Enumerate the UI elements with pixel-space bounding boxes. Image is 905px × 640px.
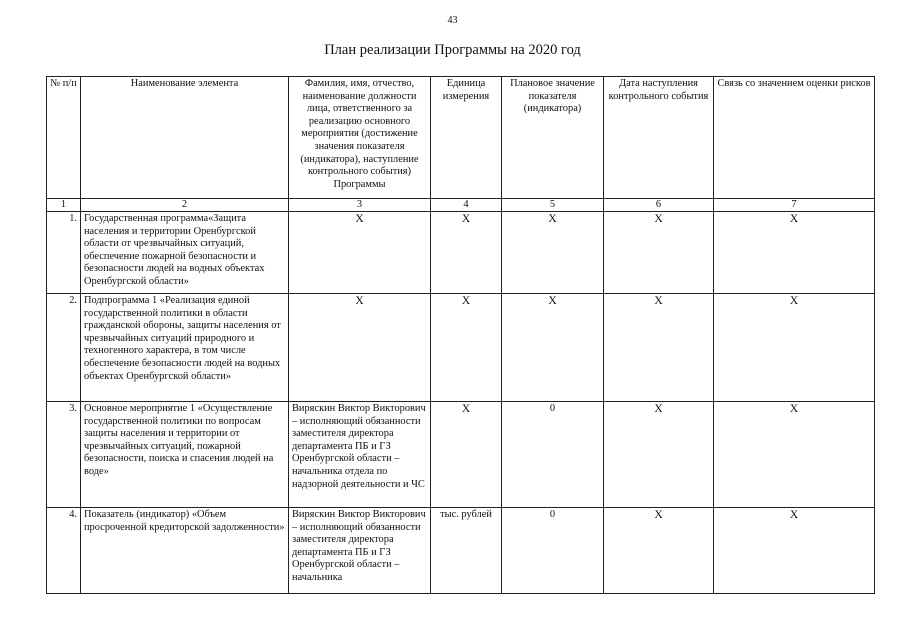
element-name: Государственная программа«Защита населения и территории Оренбургской области от чрезвычайных ситуаций, обеспечение пожарной безопасности и безопасности людей на водных объектах Оренбургской области» — [81, 212, 289, 294]
element-name: Показатель (индикатор) «Объем просроченной кредиторской задолженности» — [81, 508, 289, 594]
table-row — [47, 294, 875, 402]
column-number: 7 — [714, 199, 875, 212]
responsible-cell: Виряскин Виктор Викторович – исполняющий обязанности заместителя директора департамента ПБ и ГЗ Оренбургской области – начальника — [289, 508, 431, 594]
unit-cell: тыс. рублей — [431, 508, 502, 594]
plan-value-cell: 0 — [502, 508, 604, 594]
header-row — [47, 77, 875, 199]
page-number: 43 — [447, 15, 458, 26]
header-cell: Единица измерения — [431, 77, 502, 199]
risk-link-cell: Х — [714, 508, 875, 594]
plan-table — [46, 76, 875, 594]
header-cell: Плановое значение показателя (индикатора) — [502, 77, 604, 199]
header-cell: № п/п — [47, 77, 81, 199]
element-name: Основное мероприятие 1 «Осуществление государственной политики по вопросам защиты населения и территории от чрезвычайных ситуаций, пожарной безопасности, поиска и спасения людей на воде» — [81, 402, 289, 508]
risk-link-cell: Х — [714, 402, 875, 508]
column-number: 2 — [81, 199, 289, 212]
row-number: 4. — [47, 508, 81, 594]
risk-link-cell: Х — [714, 294, 875, 402]
event-date-cell: Х — [604, 402, 714, 508]
responsible-cell: Х — [289, 212, 431, 294]
row-number: 3. — [47, 402, 81, 508]
column-number: 6 — [604, 199, 714, 212]
element-name: Подпрограмма 1 «Реализация единой государственной политики в области гражданской обороны, защиты населения от чрезвычайных ситуаций природного и техногенного характера, в том числе обеспечение безопасности людей на водных объектах Оренбургской области» — [81, 294, 289, 402]
table-row — [47, 212, 875, 294]
responsible-cell: Виряскин Виктор Викторович – исполняющий обязанности заместителя директора департамента ПБ и ГЗ Оренбургской области – начальника отдела по надзорной деятельности и ЧС — [289, 402, 431, 508]
header-cell: Связь со значением оценки рисков — [714, 77, 875, 199]
row-number: 2. — [47, 294, 81, 402]
event-date-cell: Х — [604, 212, 714, 294]
event-date-cell: Х — [604, 294, 714, 402]
unit-cell: Х — [431, 402, 502, 508]
risk-link-cell: Х — [714, 212, 875, 294]
column-number: 3 — [289, 199, 431, 212]
row-number: 1. — [47, 212, 81, 294]
responsible-cell: Х — [289, 294, 431, 402]
plan-value-cell: 0 — [502, 402, 604, 508]
column-number-row — [47, 199, 875, 212]
table-row — [47, 402, 875, 508]
column-number: 1 — [47, 199, 81, 212]
plan-value-cell: Х — [502, 294, 604, 402]
table-row — [47, 508, 875, 594]
plan-value-cell: Х — [502, 212, 604, 294]
page-title: План реализации Программы на 2020 год — [324, 42, 581, 58]
header-cell: Наименование элемента — [81, 77, 289, 199]
header-cell: Дата наступления контрольного события — [604, 77, 714, 199]
unit-cell: Х — [431, 294, 502, 402]
event-date-cell: Х — [604, 508, 714, 594]
unit-cell: Х — [431, 212, 502, 294]
column-number: 5 — [502, 199, 604, 212]
column-number: 4 — [431, 199, 502, 212]
header-cell: Фамилия, имя, отчество, наименование должности лица, ответственного за реализацию основного мероприятия (достижение значения показателя (индикатора), наступление контрольного события) Программы — [289, 77, 431, 199]
